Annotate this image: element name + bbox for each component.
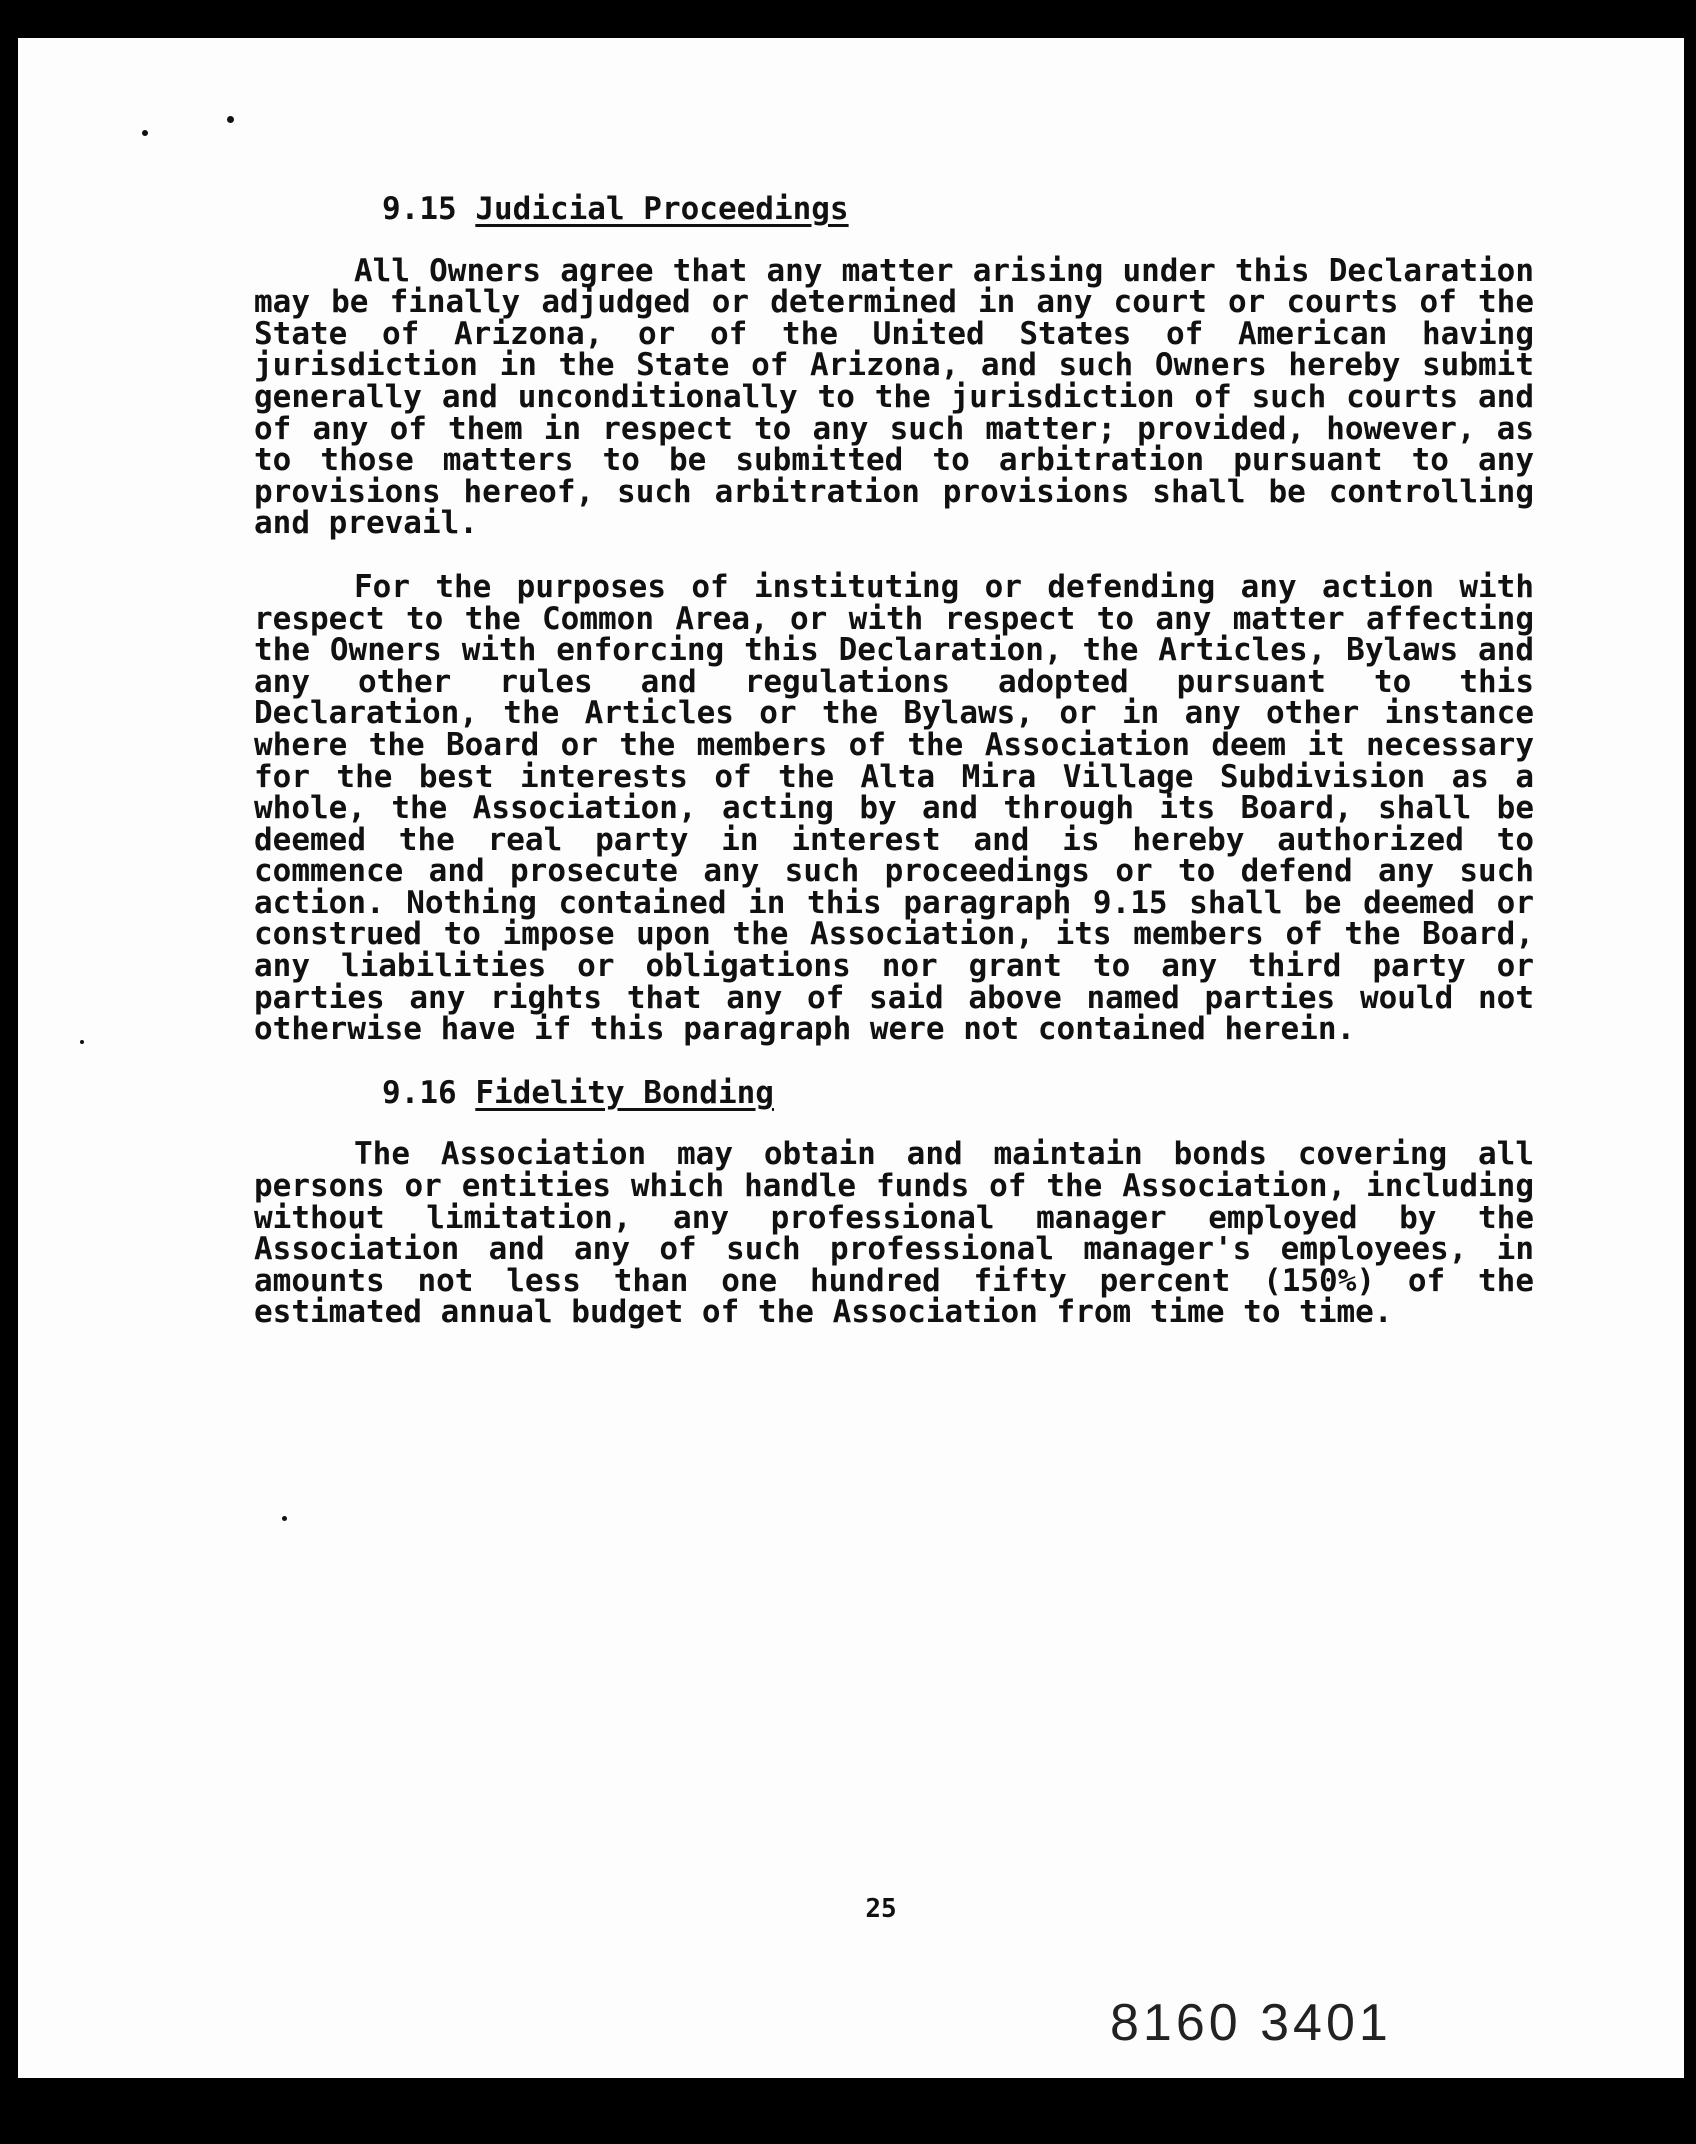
- section-heading-9-16: [382, 1074, 1534, 1111]
- section-title: Judicial Proceedings: [475, 191, 849, 227]
- scan-speck: [282, 1516, 287, 1521]
- paragraph-9-16-fidelity: The Association may obtain and maintain bonds covering all persons or entities which handle funds of the Association, including without limitation, any professional manager employed by the Association and any of such professional manager's employees, in amounts not less than one hundred fifty percent (150%) of the estimated annual budget of the Association from time to time.: [254, 1136, 1534, 1331]
- page-number: 25: [865, 1894, 897, 1924]
- bates-number: 8160 3401: [1110, 1994, 1392, 2052]
- scan-speck: [142, 130, 148, 136]
- section-number: 9.15: [382, 191, 457, 227]
- paragraph-9-15-real-party: For the purposes of instituting or defending any action with respect to the Common Area, or with respect to any matter affecting the Owners with enforcing this Declaration, the Articles, Bylaws and any other rules and regulations adopted pursuant to this Declaration, the Articles or the Bylaws, or in any other instance where the Board or the members of the Association deem it necessary for the best interests of the Alta Mira Village Subdivision as a whole, the Association, acting by and through its Board, shall be deemed the real party in interest and is hereby authorized to commence and prosecute any such proceedings or to defend any such action. Nothing contained in this paragraph 9.15 shall be deemed or construed to impose upon the Association, its members of the Board, any liabilities or obligations nor grant to any third party or parties any rights that any of said above named parties would not otherwise have if this paragraph were not contained herein.: [254, 568, 1534, 1048]
- document-body: [254, 191, 1534, 1361]
- paragraph-9-15-jurisdiction: All Owners agree that any matter arising under this Declaration may be finally adjudged or determined in any court or courts of the State of Arizona, or of the United States of American having jurisdiction in the State of Arizona, and such Owners hereby submit generally and unconditionally to the jurisdiction of such courts and of any of them in respect to any such matter; provided, however, as to those matters to be submitted to arbitration pursuant to any provisions hereof, such arbitration provisions shall be controlling and prevail.: [254, 252, 1534, 542]
- section-heading-9-15: [382, 191, 1534, 227]
- scan-speck: [80, 1040, 84, 1044]
- scan-speck: [227, 116, 234, 123]
- section-number: 9.16: [382, 1074, 457, 1111]
- section-title: Fidelity Bonding: [475, 1074, 774, 1111]
- document-page: [18, 38, 1684, 2078]
